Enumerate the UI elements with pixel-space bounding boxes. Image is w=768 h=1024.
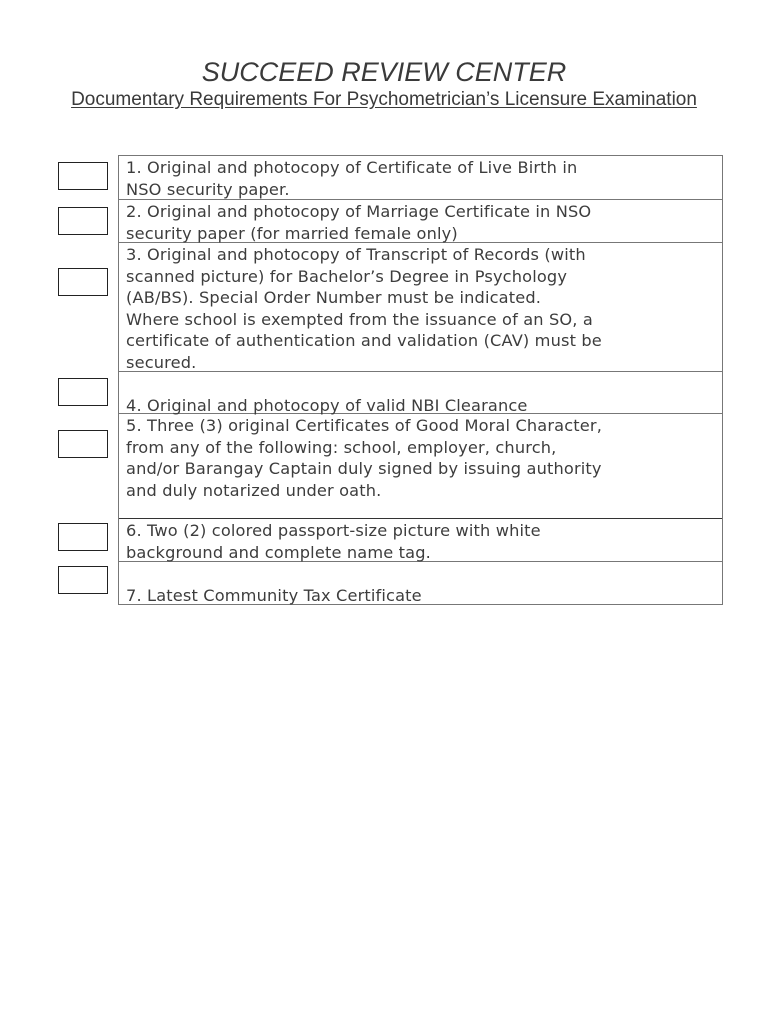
requirement-row-5: 5. Three (3) original Certificates of Good Moral Character, from any of the following: school, employer, church, and/or Barangay Captain duly signed by issuing authority and duly notarized under oath. [119,414,722,519]
requirement-row-6: 6. Two (2) colored passport-size picture with white background and complete name tag. [119,519,722,562]
checkbox-requirement-7[interactable] [58,566,108,594]
checkbox-requirement-2[interactable] [58,207,108,235]
requirement-row-3: 3. Original and photocopy of Transcript of Records (with scanned picture) for Bachelor’s Degree in Psychology (AB/BS). Special Order Number must be indicated. Where school is exempted from the issuance of an SO, a certificate of authentication and validation (CAV) must be secured. [119,243,722,372]
requirements-table [118,155,723,605]
checkbox-requirement-5[interactable] [58,430,108,458]
requirement-row-4: 4. Original and photocopy of valid NBI Clearance [119,372,722,414]
checkbox-requirement-6[interactable] [58,523,108,551]
requirement-row-7: 7. Latest Community Tax Certificate [119,562,722,605]
checkbox-requirement-1[interactable] [58,162,108,190]
checkbox-requirement-3[interactable] [58,268,108,296]
checkbox-requirement-4[interactable] [58,378,108,406]
requirement-row-1: 1. Original and photocopy of Certificate of Live Birth in NSO security paper. [119,156,722,200]
page-title: SUCCEED REVIEW CENTER [201,57,567,87]
requirement-row-2: 2. Original and photocopy of Marriage Certificate in NSO security paper (for married female only) [119,200,722,243]
page-subtitle: Documentary Requirements For Psychometrician’s Licensure Examination [71,89,697,110]
